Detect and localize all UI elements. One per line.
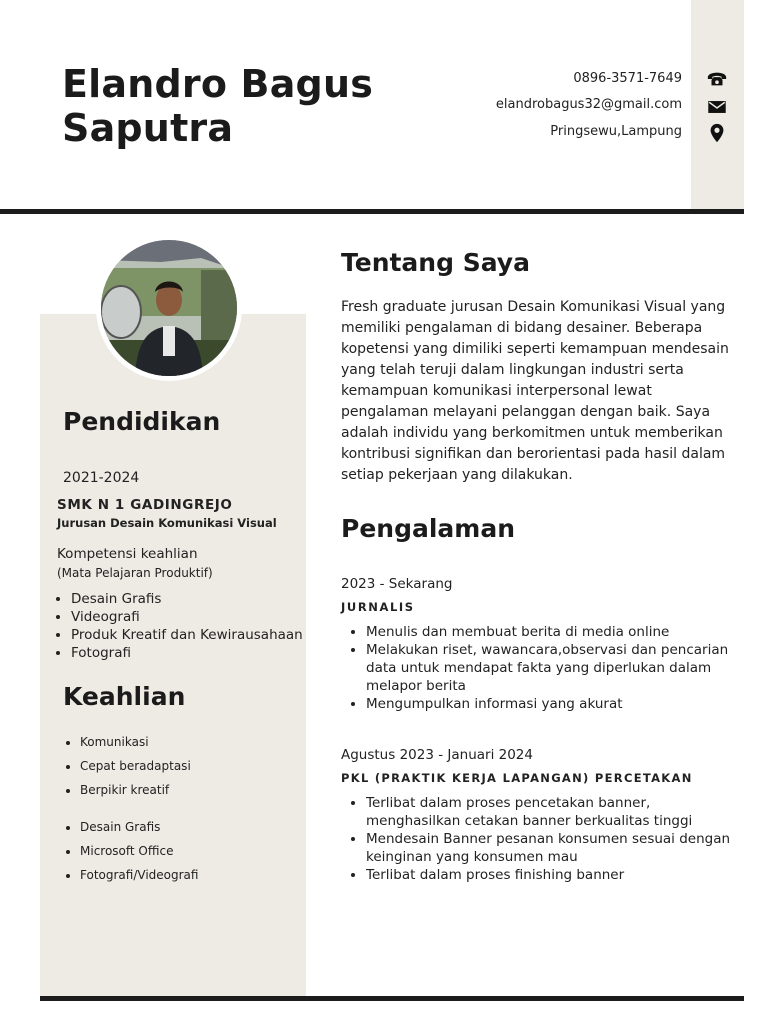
education-heading: Pendidikan xyxy=(63,407,221,436)
list-item: • Desain Grafis xyxy=(71,590,303,608)
profile-photo-image xyxy=(101,240,237,376)
list-item: • Mendesain Banner pesanan konsumen sesuai dengan keinginan yang konsumen mau xyxy=(366,830,738,866)
contact-phone[interactable]: 0896-3571-7649 xyxy=(573,71,682,86)
contact-location: Pringsewu,Lampung xyxy=(550,124,682,139)
list-item: • Komunikasi xyxy=(80,730,191,754)
list-item: • Mengumpulkan informasi yang akurat xyxy=(366,695,738,713)
job-period: 2023 - Sekarang xyxy=(341,576,453,592)
profile-photo xyxy=(96,235,242,381)
full-name xyxy=(62,62,373,150)
skills-heading: Keahlian xyxy=(63,682,186,711)
about-heading: Tentang Saya xyxy=(341,248,530,277)
about-text: Fresh graduate jurusan Desain Komunikasi Visual yang memiliki pengalaman di bidang desainer. Beberapa kopetensi yang dimiliki seperti kemampuan mendesain yang telah teruji dalam lingkungan industri serta kemampuan komunikasi interpersonal lewat pengalaman melayani pelanggan dengan baik. Saya adalah individu yang berkomitmen untuk memberikan kontribusi signifikan dan berorientasi pada hasil dalam setiap pekerjaan yang dilakukan. xyxy=(341,299,729,483)
list-item: • Menulis dan membuat berita di media online xyxy=(366,623,738,641)
education-major: Jurusan Desain Komunikasi Visual xyxy=(57,516,277,530)
list-item: • Fotografi xyxy=(71,644,303,662)
hard-skills-list xyxy=(40,815,198,887)
list-item: • Videografi xyxy=(71,608,303,626)
experience-heading: Pengalaman xyxy=(341,514,515,543)
list-item: • Melakukan riset, wawancara,observasi dan pencarian data untuk mendapat fakta yang diperlukan dalam melapor berita xyxy=(366,641,738,695)
footer-divider xyxy=(40,996,744,1001)
list-item: • Fotografi/Videografi xyxy=(80,863,198,887)
job-title: JURNALIS xyxy=(341,600,415,614)
education-years: 2021-2024 xyxy=(63,470,140,486)
job-duties-list xyxy=(336,794,738,884)
list-item: • Produk Kreatif dan Kewirausahaan xyxy=(71,626,303,644)
list-item: • Microsoft Office xyxy=(80,839,198,863)
list-item: • Desain Grafis xyxy=(80,815,198,839)
mail-icon xyxy=(706,96,728,118)
competence-subtitle: (Mata Pelajaran Produktif) xyxy=(57,566,213,580)
soft-skills-list xyxy=(40,730,191,802)
contact-email[interactable]: elandrobagus32@gmail.com xyxy=(495,97,682,112)
list-item: • Terlibat dalam proses finishing banner xyxy=(366,866,738,884)
competence-title: Kompetensi keahlian xyxy=(57,546,198,562)
job-title: PKL (PRAKTIK KERJA LAPANGAN) PERCETAKAN xyxy=(341,771,693,785)
list-item: • Berpikir kreatif xyxy=(80,778,191,802)
list-item: • Terlibat dalam proses pencetakan banner, menghasilkan cetakan banner berkualitas tinggi xyxy=(366,794,738,830)
phone-icon xyxy=(706,68,728,90)
header-divider xyxy=(0,209,744,214)
job-duties-list xyxy=(336,623,738,713)
name-line-1: Elandro Bagus xyxy=(62,62,374,106)
education-school: SMK N 1 GADINGREJO xyxy=(57,497,233,513)
competence-list xyxy=(41,590,303,662)
name-line-2: Saputra xyxy=(62,106,234,150)
list-item: • Cepat beradaptasi xyxy=(80,754,191,778)
location-pin-icon xyxy=(706,122,728,144)
job-period: Agustus 2023 - Januari 2024 xyxy=(341,747,533,763)
